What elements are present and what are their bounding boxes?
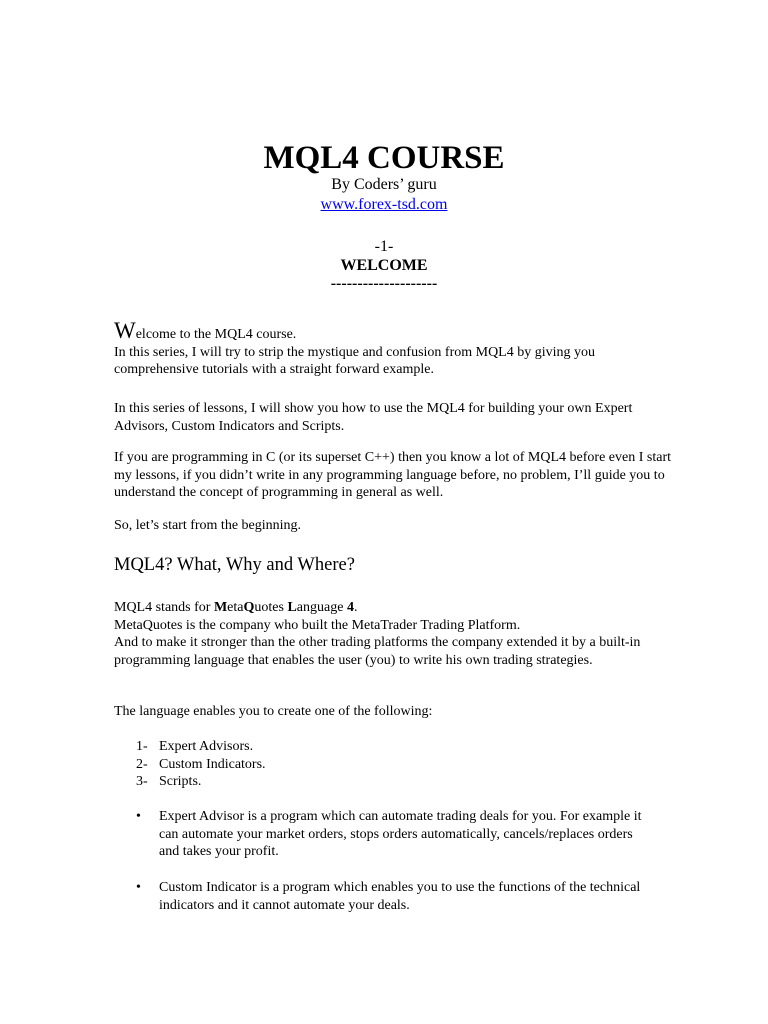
- stands-for-line: MQL4 stands for MetaQuotes Language 4.: [114, 600, 358, 615]
- section-title: WELCOME: [340, 257, 428, 274]
- list-item: 2- Custom Indicators.: [136, 756, 266, 772]
- separator-line: --------------------: [330, 275, 438, 292]
- paragraph-programming: If you are programming in C (or its superset C++) then you know a lot of MQL4 before even I start my lessons, if you didn’t write in any programming language before, no problem, I’ll guide you to understand the concept of programming in general as well.: [114, 450, 671, 501]
- page-number: -1-: [374, 238, 394, 255]
- intro-first-line: Welcome to the MQL4 course.: [114, 318, 297, 343]
- paragraph-lessons: In this series of lessons, I will show you how to use the MQL4 for building your own Expert Advisors, Custom Indicators and Scripts.: [114, 401, 633, 434]
- website-link-row: [0, 195, 768, 215]
- list-item: 3- Scripts.: [136, 774, 202, 790]
- paragraph-start: So, let’s start from the beginning.: [114, 518, 302, 533]
- document-title: MQL4 COURSE: [263, 140, 505, 176]
- following-line: The language enables you to create one of the following:: [114, 704, 433, 719]
- section-heading: MQL4? What, Why and Where?: [114, 555, 355, 575]
- extension-line: And to make it stronger than the other trading platforms the company extended it by a built-in programming language that enables the user (you) to write his own trading strategies.: [114, 635, 641, 668]
- intro-paragraph: [114, 318, 674, 379]
- author-line: By Coders’ guru: [331, 176, 437, 193]
- mql4-definition: [114, 599, 674, 669]
- metaquotes-line: MetaQuotes is the company who built the MetaTrader Trading Platform.: [114, 617, 521, 633]
- bullet-item-custom-indicator: • Custom Indicator is a program which enables you to use the functions of the technical indicators and it cannot automate your deals.: [136, 880, 641, 913]
- intro-text: In this series, I will try to strip the mystique and confusion from MQL4 by giving you comprehensive tutorials with a straight forward example.: [114, 344, 596, 378]
- website-link[interactable]: www.forex-tsd.com: [320, 196, 448, 213]
- drop-cap: W: [114, 318, 136, 343]
- ordered-list: [136, 738, 266, 791]
- bullet-item-expert-advisor: • Expert Advisor is a program which can automate trading deals for you. For example it can automate your market orders, stops orders automatically, cancels/replaces orders and takes your profit.: [136, 809, 642, 860]
- bullet-icon: •: [136, 809, 141, 824]
- list-item: 1- Expert Advisors.: [136, 739, 254, 754]
- bullet-icon: •: [136, 880, 141, 895]
